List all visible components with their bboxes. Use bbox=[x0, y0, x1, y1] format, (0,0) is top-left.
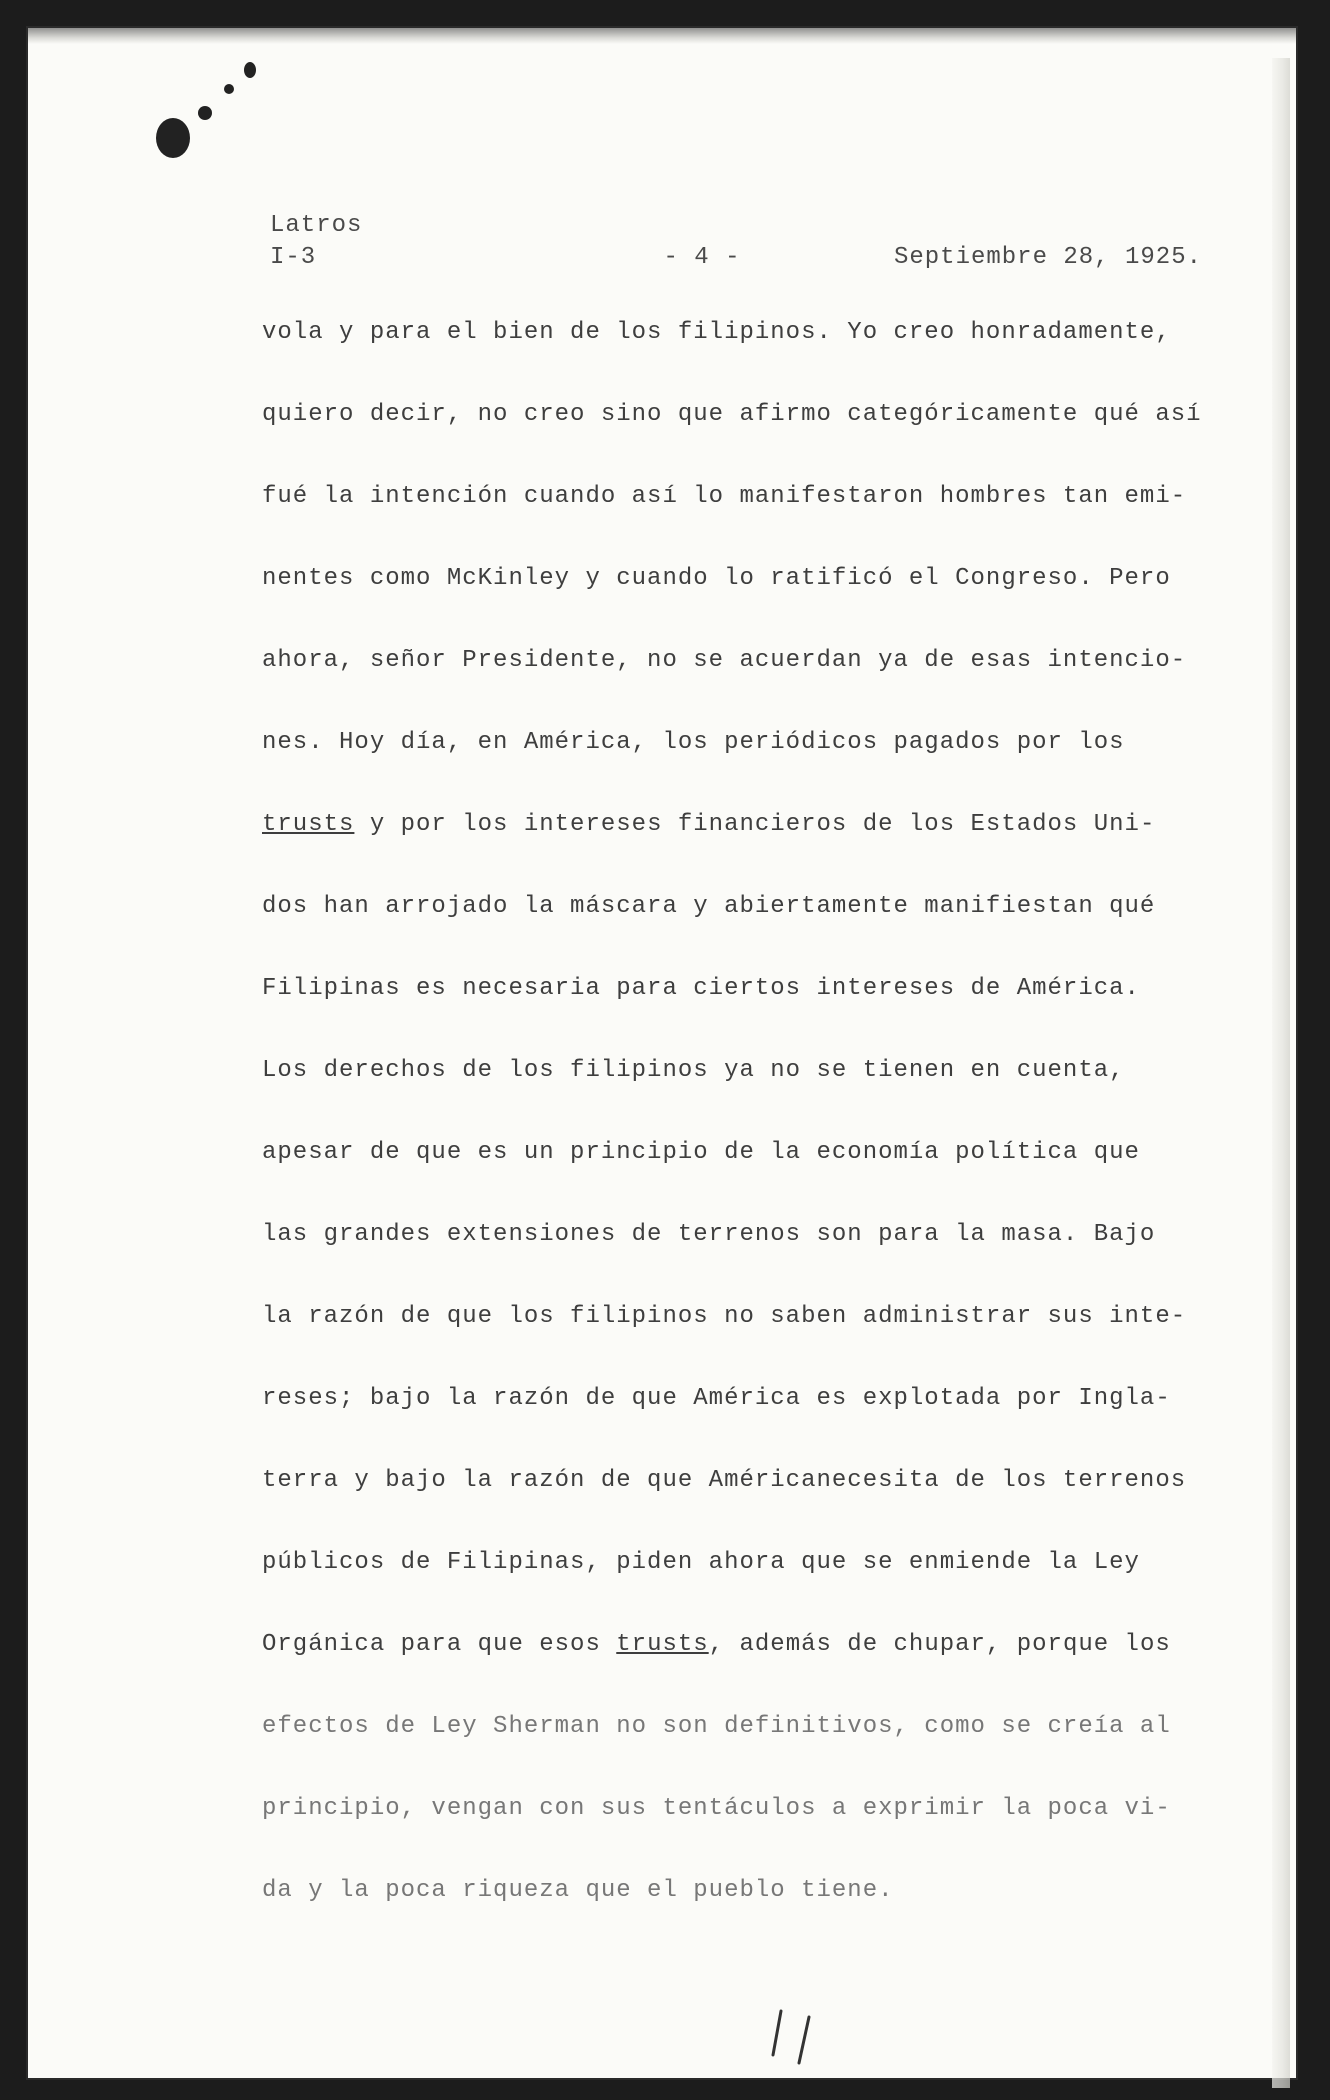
document-page bbox=[28, 28, 1296, 2078]
ink-blot-icon bbox=[156, 118, 190, 158]
text-line: nentes como McKinley y cuando lo ratificó el Congreso. Pero bbox=[262, 565, 1171, 592]
text-line: nes. Hoy día, en América, los periódicos pagados por los bbox=[262, 729, 1125, 756]
page-right-edge bbox=[1272, 58, 1290, 2088]
text-line: ahora, señor Presidente, no se acuerdan ya de esas intencio- bbox=[262, 647, 1187, 674]
text-line: terra y bajo la razón de que Américanecesita de los terrenos bbox=[262, 1467, 1187, 1494]
text-line: quiero decir, no creo sino que afirmo categóricamente qué así bbox=[262, 401, 1202, 428]
text-line: principio, vengan con sus tentáculos a exprimir la poca vi- bbox=[262, 1795, 1171, 1822]
ink-blot-icon bbox=[224, 84, 234, 94]
text-line bbox=[262, 810, 1222, 892]
handwritten-mark-icon bbox=[763, 2003, 833, 2073]
text-line: fué la intención cuando así lo manifestaron hombres tan emi- bbox=[262, 483, 1187, 510]
text-segment: , además de chupar, porque los bbox=[708, 1631, 1171, 1658]
text-line: reses; bajo la razón de que América es explotada por Ingla- bbox=[262, 1385, 1171, 1412]
text-segment: Orgánica para que esos bbox=[262, 1631, 617, 1658]
text-line: las grandes extensiones de terrenos son para la masa. Bajo bbox=[262, 1221, 1156, 1248]
ink-blot-icon bbox=[198, 106, 212, 120]
header-code: I-3 bbox=[270, 244, 317, 271]
body-text bbox=[262, 318, 1222, 1958]
text-line bbox=[262, 1630, 1222, 1712]
text-line: efectos de Ley Sherman no son definitivos, como se creía al bbox=[262, 1713, 1171, 1740]
text-line: públicos de Filipinas, piden ahora que se enmiende la Ley bbox=[262, 1549, 1140, 1576]
page-number: - 4 - bbox=[663, 244, 741, 271]
text-line: apesar de que es un principio de la economía política que bbox=[262, 1139, 1140, 1166]
underlined-word: trusts bbox=[616, 1631, 709, 1658]
text-line: da y la poca riqueza que el pueblo tiene. bbox=[262, 1877, 894, 1904]
ink-blot-icon bbox=[244, 62, 256, 78]
page-top-edge bbox=[28, 28, 1296, 44]
header-name: Latros bbox=[270, 212, 363, 239]
header-date: Septiembre 28, 1925. bbox=[893, 244, 1202, 271]
text-line: la razón de que los filipinos no saben administrar sus inte- bbox=[262, 1303, 1187, 1330]
text-line: vola y para el bien de los filipinos. Yo creo honradamente, bbox=[262, 319, 1171, 346]
underlined-word: trusts bbox=[262, 811, 355, 838]
text-segment: y por los intereses financieros de los Estados Uni- bbox=[354, 811, 1156, 838]
text-line: Los derechos de los filipinos ya no se tienen en cuenta, bbox=[262, 1057, 1125, 1084]
text-line: dos han arrojado la máscara y abiertamente manifiestan qué bbox=[262, 893, 1156, 920]
text-line: Filipinas es necesaria para ciertos intereses de América. bbox=[262, 975, 1140, 1002]
